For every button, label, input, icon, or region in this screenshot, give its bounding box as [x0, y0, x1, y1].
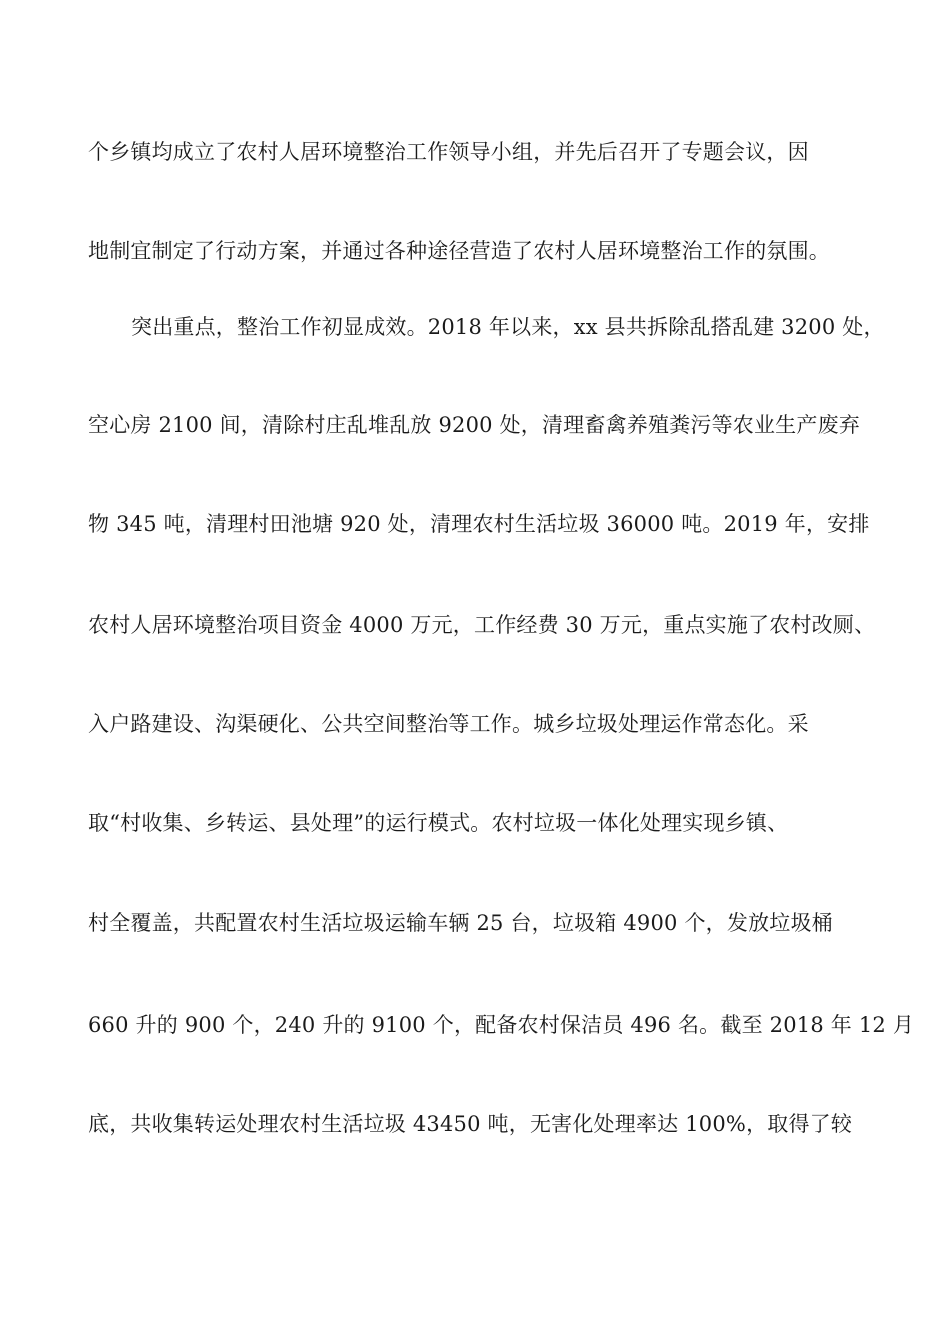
text-line: 个乡镇均成立了农村人居环境整治工作领导小组，并先后召开了专题会议，因: [88, 140, 809, 164]
text-line: 入户路建设、沟渠硬化、公共空间整治等工作。城乡垃圾处理运作常态化。采: [88, 712, 809, 736]
text-line: 农村人居环境整治项目资金 4000 万元，工作经费 30 万元，重点实施了农村改厕、: [88, 613, 876, 637]
paragraph-first-line: 突出重点，整治工作初显成效。2018 年以来，xx 县共拆除乱搭乱建 3200 处，: [131, 315, 885, 339]
text-line: 底，共收集转运处理农村生活垃圾 43450 吨，无害化处理率达 100%，取得了较: [88, 1112, 853, 1136]
text-line: 地制宜制定了行动方案，并通过各种途径营造了农村人居环境整治工作的氛围。: [88, 239, 830, 263]
text-line: 取“村收集、乡转运、县处理”的运行模式。农村垃圾一体化处理实现乡镇、: [88, 811, 789, 835]
text-line: 660 升的 900 个，240 升的 9100 个，配备农村保洁员 496 名。截至 2018 年 12 月: [88, 1013, 915, 1037]
text-line: 空心房 2100 间，清除村庄乱堆乱放 9200 处，清理畜禽养殖粪污等农业生产废弃: [88, 413, 860, 437]
text-line: 物 345 吨，清理村田池塘 920 处，清理农村生活垃圾 36000 吨。2019 年，安排: [88, 512, 870, 536]
text-line: 村全覆盖，共配置农村生活垃圾运输车辆 25 台，垃圾箱 4900 个，发放垃圾桶: [88, 911, 833, 935]
